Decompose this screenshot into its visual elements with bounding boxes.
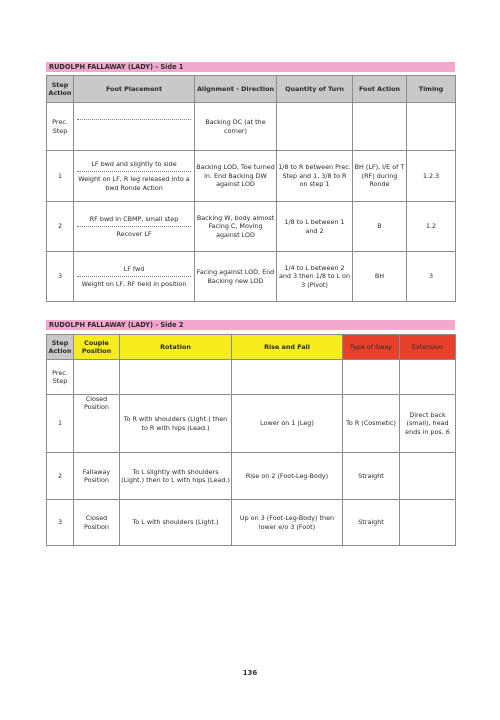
foot-placement-bottom: Weight on LF, R leg released into a bwd Ronde Action bbox=[78, 175, 190, 192]
step-cell: 3 bbox=[47, 500, 74, 546]
table-row bbox=[47, 151, 456, 202]
header-quantity-of-turn: Quantity of Turn bbox=[277, 76, 353, 103]
timing-cell: 1.2 bbox=[407, 202, 456, 252]
alignment-cell: Backing DC (at the corner) bbox=[195, 103, 277, 151]
turn-cell: 1/8 to L between 1 and 2 bbox=[277, 202, 353, 252]
extension-cell bbox=[400, 453, 456, 500]
extension-cell: Direct back (small), head ends in pos. 6 bbox=[400, 395, 456, 453]
extension-cell bbox=[400, 360, 456, 395]
foot-action-cell: B bbox=[353, 202, 407, 252]
foot-action-cell: BH (LF), I/E of T (RF) during Ronde bbox=[353, 151, 407, 202]
side1-header-row bbox=[47, 76, 456, 103]
alignment-cell: Backing W, body almost Facing C, Moving against LOD bbox=[195, 202, 277, 252]
rise-fall-cell: Rise on 2 (Foot-Leg-Body) bbox=[232, 453, 343, 500]
rise-fall-cell: Up on 3 (Foot-Leg-Body) then lower e/o 3 (Foot) bbox=[232, 500, 343, 546]
header-alignment-direction: Alignment - Direction bbox=[195, 76, 277, 103]
rise-fall-cell: Lower on 1 (Leg) bbox=[232, 395, 343, 453]
turn-cell: 1/4 to L between 2 and 3 then 1/8 to L on 3 (Pivot) bbox=[277, 252, 353, 302]
couple-position-cell: Closed Position bbox=[74, 500, 120, 546]
table-row bbox=[47, 453, 456, 500]
turn-cell: 1/8 to R between Prec. Step and 1, 3/8 to R on step 1 bbox=[277, 151, 353, 202]
header-step-action: Step Action bbox=[47, 76, 74, 103]
header-foot-action: Foot Action bbox=[353, 76, 407, 103]
table-row bbox=[47, 360, 456, 395]
foot-placement-bottom: Weight on LF, RF held in position bbox=[81, 280, 187, 288]
foot-placement-top bbox=[77, 111, 191, 120]
timing-cell: 1.2.3 bbox=[407, 151, 456, 202]
foot-placement-cell bbox=[74, 103, 195, 151]
sway-cell: To R (Cosmetic) bbox=[343, 395, 400, 453]
table-row bbox=[47, 252, 456, 302]
side2-title: RUDOLPH FALLAWAY (LADY) - Side 2 bbox=[46, 320, 455, 330]
header-couple-position: Couple Position bbox=[74, 335, 120, 360]
extension-cell bbox=[400, 500, 456, 546]
timing-cell bbox=[407, 103, 456, 151]
page-number: 136 bbox=[242, 669, 258, 677]
table-row bbox=[47, 500, 456, 546]
step-cell: Prec. Step bbox=[47, 360, 74, 395]
header-type-of-sway: Type of Sway bbox=[343, 335, 400, 360]
couple-position-cell: Closed Position bbox=[74, 395, 120, 453]
foot-placement-cell bbox=[74, 202, 195, 252]
side1-title: RUDOLPH FALLAWAY (LADY) - Side 1 bbox=[46, 62, 455, 72]
rotation-cell: To R with shoulders (Light.) then to R with hips (Lead.) bbox=[120, 395, 232, 453]
foot-placement-cell bbox=[74, 252, 195, 302]
foot-placement-cell bbox=[74, 151, 195, 202]
table-row bbox=[47, 395, 456, 453]
foot-placement-top: LF bwd and slightly to side bbox=[77, 160, 191, 172]
rotation-cell bbox=[120, 360, 232, 395]
foot-action-cell: BH bbox=[353, 252, 407, 302]
rotation-cell: To L slightly with shoulders (Light.) then to L with hips (Lead.) bbox=[120, 453, 232, 500]
couple-position-cell: Fallaway Position bbox=[74, 453, 120, 500]
timing-cell: 3 bbox=[407, 252, 456, 302]
sway-cell: Straight bbox=[343, 500, 400, 546]
side2-header-row bbox=[47, 335, 456, 360]
step-cell: 1 bbox=[47, 151, 74, 202]
alignment-cell: Facing against LOD. End Backing new LOD bbox=[195, 252, 277, 302]
header-foot-placement: Foot Placement bbox=[74, 76, 195, 103]
header-rise-and-fall: Rise and Fall bbox=[232, 335, 343, 360]
foot-placement-bottom: Recover LF bbox=[116, 230, 152, 238]
couple-position-cell bbox=[74, 360, 120, 395]
rise-fall-cell bbox=[232, 360, 343, 395]
step-cell: 3 bbox=[47, 252, 74, 302]
table-row bbox=[47, 103, 456, 151]
header-timing: Timing bbox=[407, 76, 456, 103]
step-cell: 2 bbox=[47, 453, 74, 500]
sway-cell: Straight bbox=[343, 453, 400, 500]
foot-placement-top: LF fwd bbox=[77, 265, 191, 277]
header-rotation: Rotation bbox=[120, 335, 232, 360]
step-cell: 2 bbox=[47, 202, 74, 252]
foot-placement-top: RF bwd in CBMP, small step bbox=[77, 215, 191, 227]
step-cell: 1 bbox=[47, 395, 74, 453]
table-row bbox=[47, 202, 456, 252]
side2-table bbox=[46, 334, 456, 546]
turn-cell bbox=[277, 103, 353, 151]
foot-action-cell bbox=[353, 103, 407, 151]
alignment-cell: Backing LOD, Toe turned in. End Backing DW against LOD bbox=[195, 151, 277, 202]
side1-table bbox=[46, 75, 456, 302]
sway-cell bbox=[343, 360, 400, 395]
header-extension: Extension bbox=[400, 335, 456, 360]
rotation-cell: To L with shoulders (Light.) bbox=[120, 500, 232, 546]
step-cell: Prec. Step bbox=[47, 103, 74, 151]
header-step-action: Step Action bbox=[47, 335, 74, 360]
